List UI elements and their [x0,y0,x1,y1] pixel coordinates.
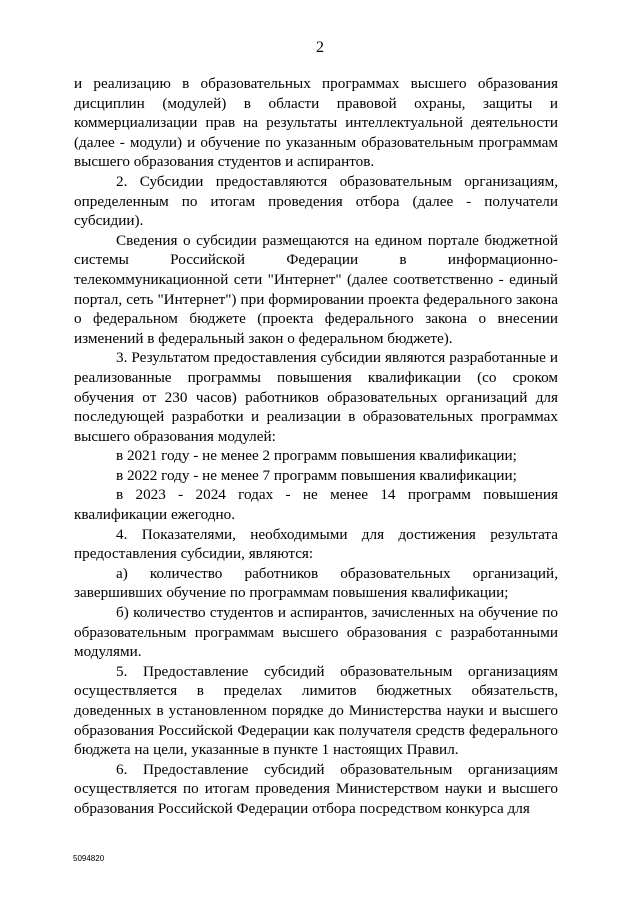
paragraph-item-6: 6. Предоставление субсидий образовательным организациям осуществляется по итогам проведения Министерством науки и высшего образования Российской Федерации отбора посредством конкурса для [74,760,558,817]
paragraph-item-5: 5. Предоставление субсидий образовательным организациям осуществляется в пределах лимитов бюджетных обязательств, доведенных в установленном порядке до Министерства науки и высшего образования Российской Федерации как получателя средств федерального бюджета на цели, указанные в пункте 1 настоящих Правил. [74,662,558,759]
paragraph-item-3: 3. Результатом предоставления субсидии являются разработанные и реализованные программы повышения квалификации (со сроком обучения от 230 часов) работников образовательных организаций для последующей разработки и реализации в образовательных программах высшего образования модулей: [74,349,558,445]
page-number: 2 [316,39,324,56]
paragraph-continuation: и реализацию в образовательных программах высшего образования дисциплин (модулей) в области правовой охраны, защиты и коммерциализации прав на результаты интеллектуальной деятельности (далее - модули) и обучение по указанным образовательным программам высшего образования студентов и аспирантов. [74,75,558,171]
paragraph-item-4: 4. Показателями, необходимыми для достижения результата предоставления субсидии, являются: [74,525,558,563]
paragraph-year-2022: в 2022 году - не менее 7 программ повышения квалификации; [116,466,517,484]
paragraph-item-4a: а) количество работников образовательных организаций, завершивших обучение по программам повышения квалификации; [74,564,558,602]
paragraph-item-4b: б) количество студентов и аспирантов, зачисленных на обучение по образовательным программам высшего образования с разработанными модулями. [74,604,558,661]
paragraph-year-2021: в 2021 году - не менее 2 программ повышения квалификации; [116,447,517,465]
document-body [74,74,558,819]
paragraph-year-2023-2024: в 2023 - 2024 годах - не менее 14 программ повышения квалификации ежегодно. [74,486,558,524]
paragraph-item-2: 2. Субсидии предоставляются образовательным организациям, определенным по итогам проведения отбора (далее - получатели субсидии). [74,172,558,230]
document-id: 5094820 [73,854,105,863]
paragraph-subsidy-info: Сведения о субсидии размещаются на едином портале бюджетной системы Российской Федерации в информационно-телекоммуникационной сети "Интернет" (далее соответственно - единый портал, сеть "Интернет") при формировании проекта федерального закона о федеральном бюджете (проекта федерального закона о внесении изменений в федеральный закон о федеральном бюджете). [74,231,558,347]
